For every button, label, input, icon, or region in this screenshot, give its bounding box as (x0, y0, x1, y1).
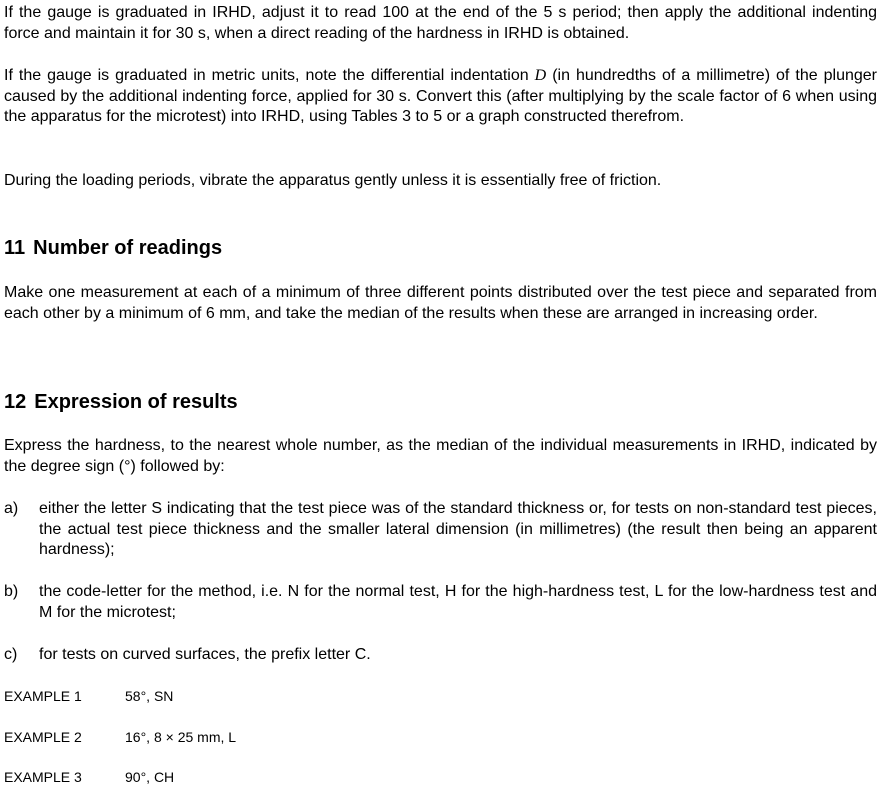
example-value: 16°, 8 × 25 mm, L (125, 729, 237, 745)
example-1 (4, 687, 173, 705)
example-2 (4, 728, 236, 746)
example-value: 58°, SN (125, 688, 174, 704)
paragraph-metric-gauge (4, 66, 877, 128)
list-item-text: either the letter S indicating that the test piece was of the standard thickness or, for tests on non-standard test pieces, the actual test piece thickness and the smaller lateral dimension (in millimetres) (the result then being an apparent hardness); (39, 500, 877, 558)
section-12-heading (4, 390, 238, 414)
paragraph-loading-periods: During the loading periods, vibrate the apparatus gently unless it is essentially free of friction. (4, 172, 662, 189)
section-12-title: Expression of results (34, 391, 238, 413)
section-11-heading (4, 236, 222, 260)
list-item-b (4, 582, 877, 623)
section-11-title: Number of readings (33, 237, 223, 259)
list-marker: b) (4, 583, 19, 600)
list-item-text: the code-letter for the method, i.e. N for the normal test, H for the high-hardness test, L for the low-hardness test and M for the microtest; (39, 583, 877, 621)
paragraph-irhd-gauge: If the gauge is graduated in IRHD, adjust it to read 100 at the end of the 5 s period; then apply the additional indenting force and maintain it for 30 s, when a direct reading of the hardness in IRHD is obtained. (4, 4, 877, 42)
example-3 (4, 768, 174, 786)
list-marker: a) (4, 500, 19, 517)
section-11-body: Make one measurement at each of a minimum of three different points distributed over the test piece and separated from each other by a minimum of 6 mm, and take the median of the results when these are arranged in increasing order. (4, 284, 877, 322)
list-item-text: for tests on curved surfaces, the prefix letter C. (39, 646, 371, 663)
paragraph-metric-gauge-end: (in hundredths of a millimetre) of the plunger caused by the additional indenting force, applied for 30 s. Convert this (after multiplying by the scale factor of 6 when using the apparatus for the microtest) into IRHD, using Tables 3 to 5 or a graph constructed therefrom. (4, 67, 877, 125)
list-marker: c) (4, 646, 18, 663)
example-value: 90°, CH (125, 769, 175, 785)
example-label: EXAMPLE 1 (4, 688, 82, 704)
list-item-c (4, 645, 877, 666)
example-label: EXAMPLE 3 (4, 769, 82, 785)
section-11-number: 11 (4, 237, 26, 259)
list-item-a (4, 499, 877, 561)
paragraph-metric-gauge-start: If the gauge is graduated in metric units, note the differential indentation (4, 67, 535, 84)
variable-d: D (534, 67, 547, 84)
section-12-number: 12 (4, 391, 27, 413)
section-12-body: Express the hardness, to the nearest whole number, as the median of the individual measurements in IRHD, indicated by the degree sign (°) followed by: (4, 437, 877, 475)
example-label: EXAMPLE 2 (4, 729, 82, 745)
